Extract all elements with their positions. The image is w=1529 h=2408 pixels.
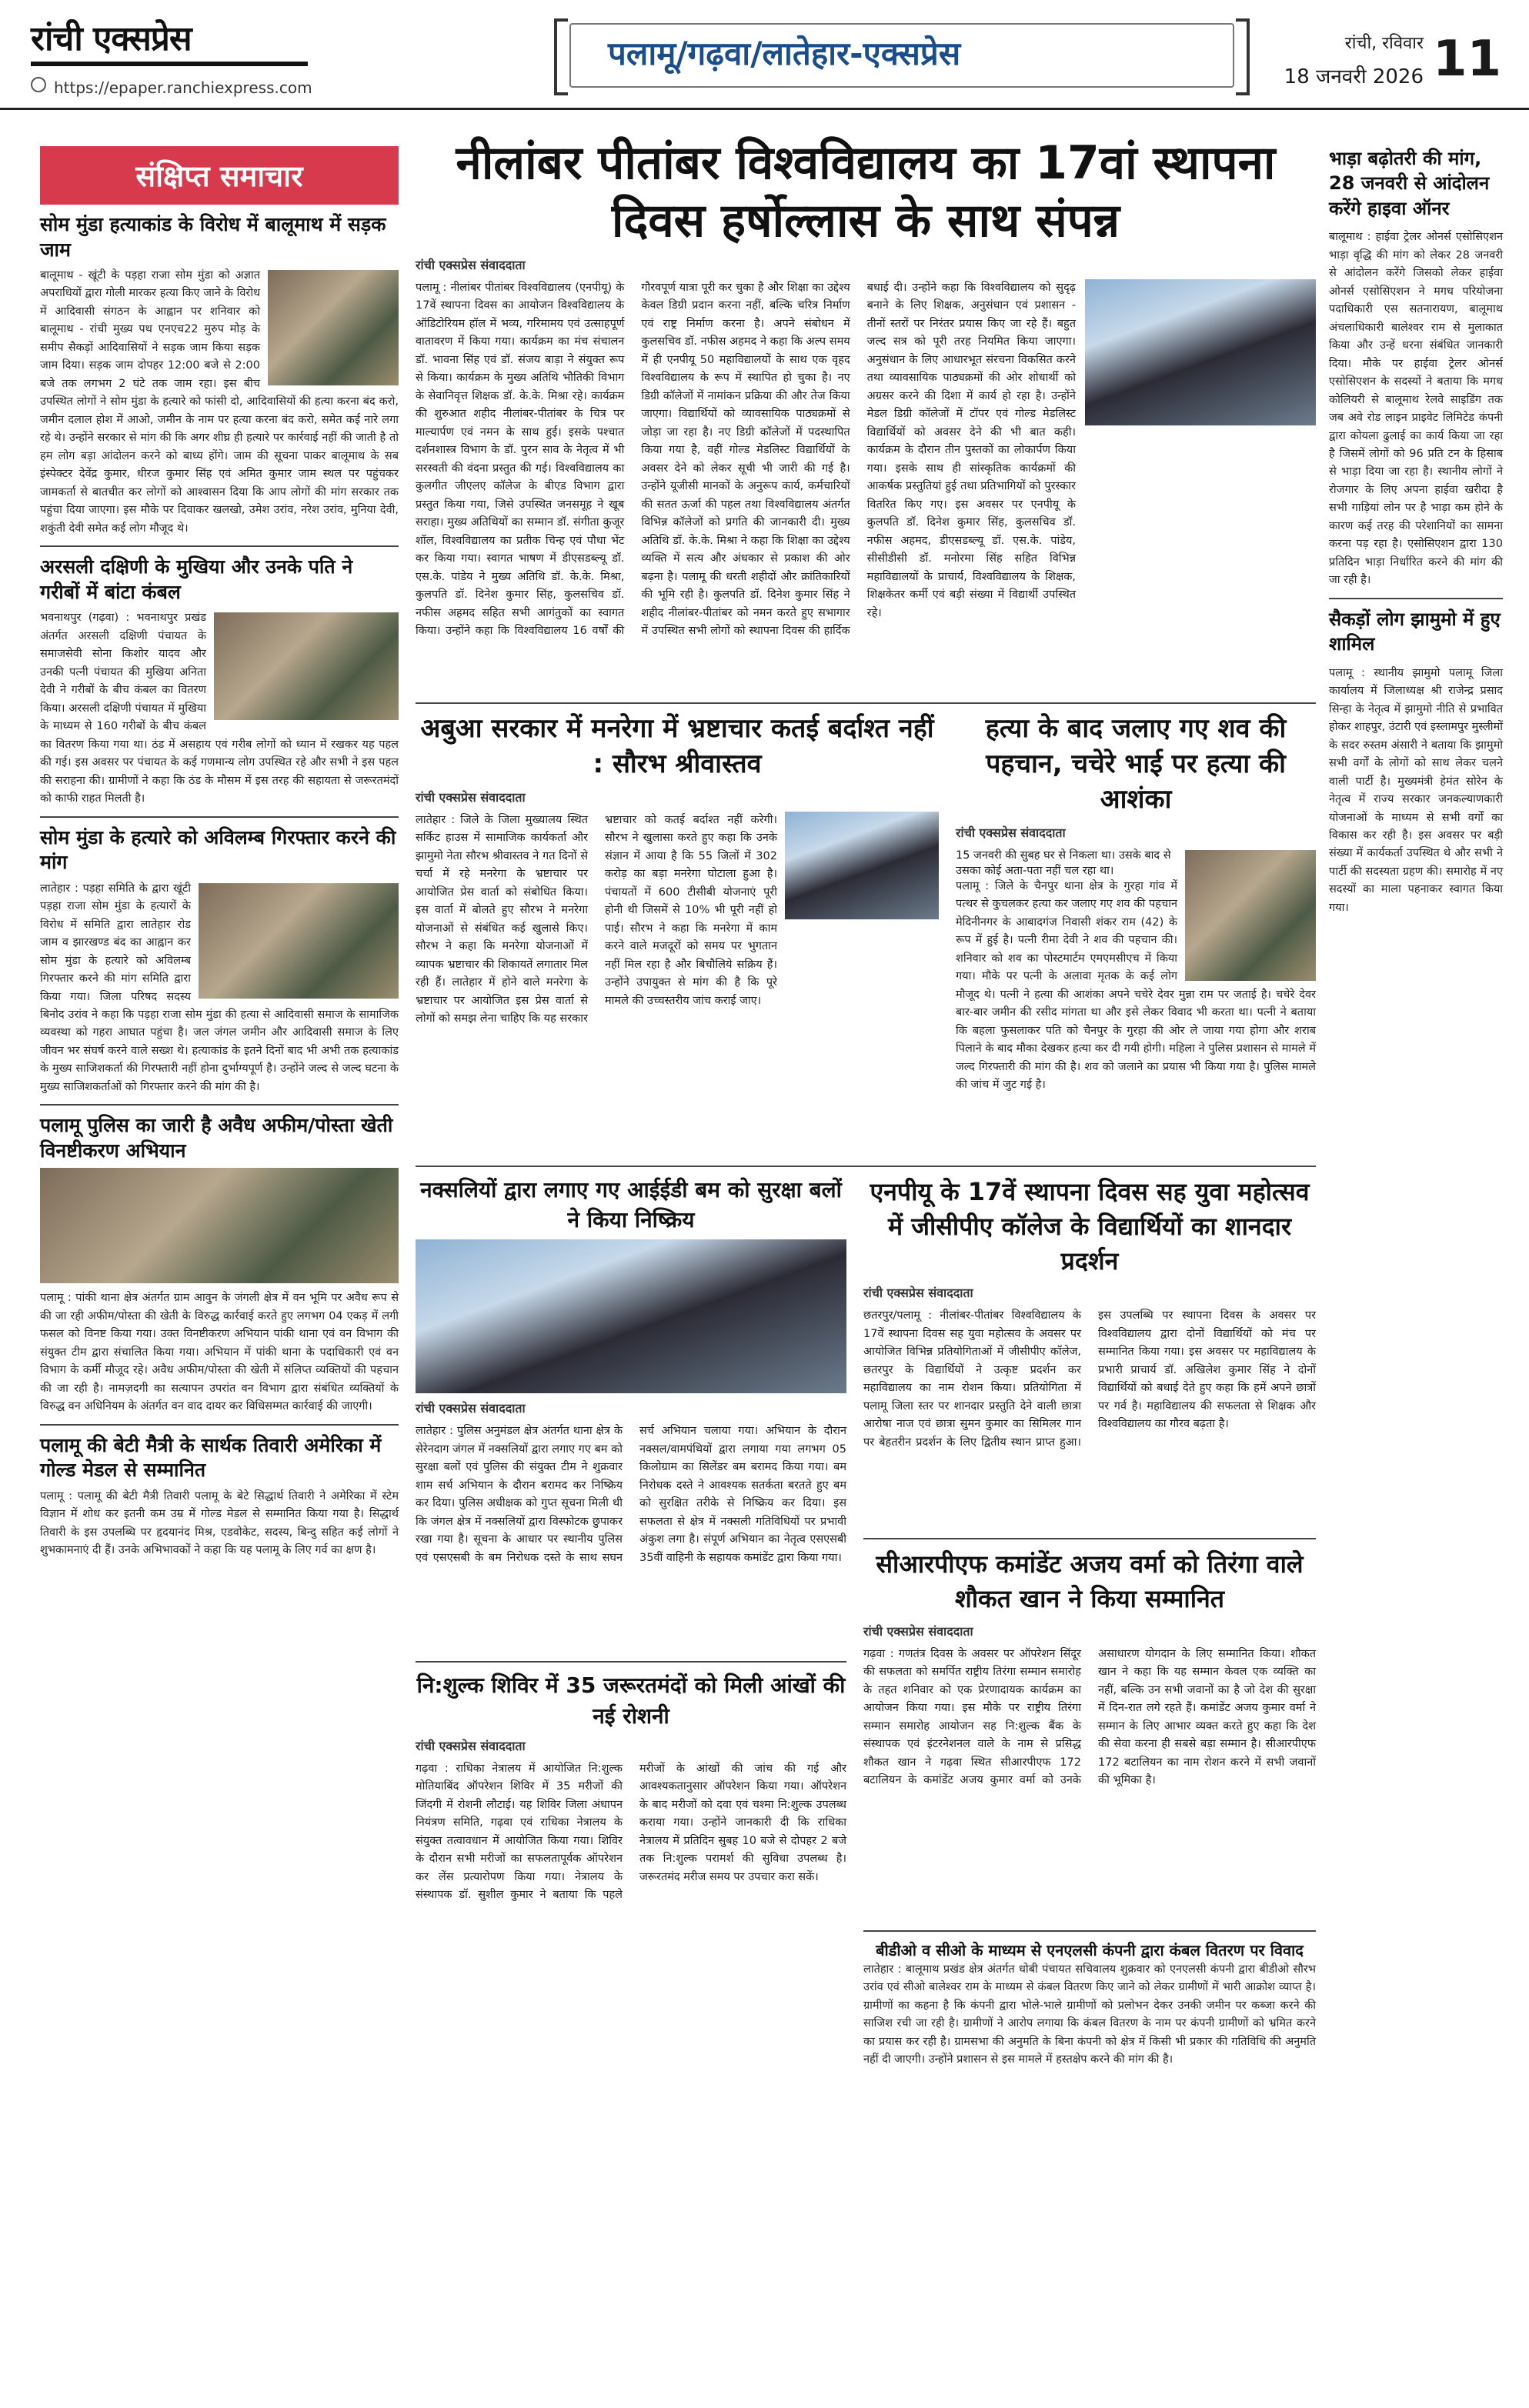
mnrega-byline: रांची एक्सप्रेस संवाददाता: [416, 789, 526, 805]
divider: [1329, 598, 1503, 599]
masthead: [0, 0, 1529, 110]
divider: [40, 1424, 399, 1426]
eye-text: गढ़वा : राधिका नेत्रालय में आयोजित नि:शुल्क मोतियाबिंद ऑपरेशन शिविर में 35 मरीजों की जिंदगी में रोशनी लौटाई। यह शिविर जिला अंधापन नियंत्रण समिति, गढ़वा एवं राधिका नेत्रालय के संयुक्त तत्वावधान में आयोजित किया गया। शिविर के दौरान सभी मरीजों का सफलतापूर्वक ऑपरेशन कर लेंस प्रत्यारोपण किया गया। नेत्रालय के संस्थापक डॉ. सुशील कुमार ने बताया कि पहले मरीजों के आंखों की जांच की गई और आवश्यकतानुसार ऑपरेशन किया गया। ऑपरेशन के बाद मरीजों को दवा एवं चश्मा नि:शुल्क उपलब्ध कराया गया। उन्होंने जानकारी दी कि राधिका नेत्रालय में प्रतिदिन सुबह 10 बजे से दोपहर 2 बजे तक नि:शुल्क परामर्श की सुविधा उपलब्ध है। जरूरतमंद मरीज समय पर उपचार करा सकें।: [416, 1762, 846, 1902]
brief-news-column: [40, 146, 399, 2377]
brief-item-title[interactable]: पलामू की बेटी मैत्री के सार्थक तिवारी अमेरिका में गोल्ड मेडल से सम्मानित: [40, 1433, 382, 1482]
right-news-text-2: पलामू : स्थानीय झामुमो पलामू जिला कार्यालय में जिलाध्यक्ष श्री राजेन्द्र प्रसाद सिन्हा के नेतृत्व में झामुमो नीति से प्रभावित होकर शाहपुर, उंटारी एवं इस्लामपुर मुस्लीमों के सदर रुस्तम अंसारी ने बताया कि झामुमो सभी वर्गों के लोगों को साथ लेकर चलने वाली पार्टी है। मुख्यमंत्री हेमंत सोरेन के नेतृत्व में राज्य सरकार जनकल्याणकारी योजनाओं के माध्यम से सभी वर्गों का विकास कर रही है। इस अवसर पर बड़ी संख्या में कार्यकर्ता उपस्थित थे और सभी ने पार्टी की सदस्यता ग्रहण की। समारोह में नए सदस्यों का माला पहनाकर स्वागत किया गया।: [1329, 666, 1503, 914]
ied-byline: रांची एक्सप्रेस संवाददाता: [416, 1401, 526, 1416]
divider: [40, 1104, 399, 1106]
murder-story: [956, 712, 1316, 1158]
brief-item-text: भवनाथपुर (गढ़वा) : भवनाथपुर प्रखंड अंतर्गत अरसली दक्षिणी पंचायत के समाजसेवी सोना किशोर यादव और उनकी पत्नी पंचायत की मुखिया अनिता देवी ने गरीबों के बीच कंबल का वितरण किया। अरसली दक्षिणी पंचायत में मुखिया के माध्यम से 160 गरीबों के बीच कंबल का वितरण किया गया था। ठंड में असहाय एवं गरीब लोगों को ध्यान में रखकर यह पहल की गई। इस अवसर पर पंचायत के कई गणमान्य लोग उपस्थित रहे और सभी ने इस पहल की सराहना की। ग्रामीणों ने कहा कि ठंड के मौसम में इस तरह की सहायता से जरूरतमंदों को काफी राहत मिलती है।: [40, 612, 399, 805]
bdo-headline[interactable]: बीडीओ व सीओ के माध्यम से एनएलसी कंपनी द्वारा कंबल वितरण पर विवाद: [876, 1940, 1304, 1959]
bdo-text: लातेहार : बालूमाथ प्रखंड क्षेत्र अंतर्गत धोबी पंचायत सचिवालय शुक्रवार को एनएलसी कंपनी द्वारा बीडीओ सौरभ उरांव एवं सीओ बालेश्वर राम के माध्यम से कंबल वितरण किए जाने को लेकर ग्रामीणों में भारी आक्रोश व्याप्त है। ग्रामीणों का कहना है कि कंपनी द्वारा भोले-भाले ग्रामीणों को प्रलोभन देकर उनकी जमीन पर कब्जा करने की साजिश रची जा रही है। ग्रामीणों ने आरोप लगाया कि कंबल वितरण के नाम पर कंपनी ग्रामीणों को भ्रमित करने का प्रयास कर रही है। ग्रामसभा की अनुमति के बिना कंपनी को क्षेत्र में किसी भी प्रकार की गतिविधि की अनुमति नहीं दी जाएगी। उन्होंने प्रशासन से इस मामले में हस्तक्षेप करने की मांग की है।: [863, 1963, 1316, 2066]
right-news-column: [1329, 146, 1503, 2377]
eye-headline[interactable]: नि:शुल्क शिविर में 35 जरूरतमंदों को मिली आंखों की नई रोशनी: [416, 1673, 846, 1729]
ied-photo: [416, 1239, 846, 1393]
ceremony-photo: [1085, 279, 1316, 425]
lead-story: [416, 135, 1316, 695]
right-news-title-2[interactable]: सैकड़ों लोग झामुमो में हुए शामिल: [1329, 608, 1501, 655]
globe-icon: [31, 77, 46, 92]
ied-headline[interactable]: नक्सलियों द्वारा लगाए गए आईईडी बम को सुरक्षा बलों ने किया निष्क्रिय: [420, 1177, 842, 1233]
mnrega-story: [416, 712, 939, 1158]
news-photo: [214, 612, 399, 720]
brief-item: [40, 212, 399, 538]
divider: [863, 1930, 1316, 1932]
brief-news-heading: संक्षिप्त समाचार: [40, 146, 399, 205]
brief-item: [40, 1113, 399, 1416]
crpf-headline[interactable]: सीआरपीएफ कमांडेंट अजय वर्मा को तिरंगा वाले शौकत खान ने किया सम्मानित: [876, 1549, 1304, 1614]
npu-headline[interactable]: एनपीयू के 17वें स्थापना दिवस सह युवा महोत्सव में जीसीपीए कॉलेज के विद्यार्थियों का शानदार प्रदर्शन: [870, 1177, 1310, 1276]
murder-text: पलामू : जिले के चैनपुर थाना क्षेत्र के गुरहा गांव में पत्थर से कुचलकर हत्या कर जलाए गए शव की पहचान मेदिनीनगर के आबादगंज निवासी शंकर राम (42) के रूप में हुई है। पत्नी रीमा देवी ने शव की पहचान की। शनिवार को शव का पोस्टमार्टम एमएमसीएच में किया गया। मौके पर पत्नी के अलावा मृतक के कई लोग मौजूद थे। पत्नी ने हत्या की आशंका अपने चचेरे देवर मुन्ना राम पर जताई है। चचेरे देवर बार-बार जमीन की रसीद मांगता था और इसे लेकर विवाद भी करता था। पत्नी ने बताया कि बहला फुसलाकर पति को चैनपुर के गुरहा की ओर ले जाया गया होगा और शराब पिलाने के बाद मौका देखकर हत्या कर दी गयी होगी। महिला ने पुलिस प्रशासन से मामले में जल्द गिरफ्तारी की मांग की है। शव को जलाने का प्रयास भी किया गया है। पुलिस मामले की जांच में जुट गई है।: [956, 879, 1316, 1091]
crpf-text: गढ़वा : गणतंत्र दिवस के अवसर पर ऑपरेशन सिंदूर की सफलता को समर्पित राष्ट्रीय तिरंगा सम्मान समारोह के तहत शनिवार को एक प्रेरणादायक कार्यक्रम का आयोजन किया गया। इस मौके पर राष्ट्रीय तिरंगा सम्मान समारोह आयोजन सह नि:शुल्क बैंक के संस्थापक एवं इंटरनेशनल वाले के नाम से प्रसिद्ध शौकत खान ने गढ़वा स्थित सीआरपीएफ 172 बटालियन के कमांडेंट अजय कुमार वर्मा को उनके असाधारण योगदान के लिए सम्मानित किया। शौकत खान ने कहा कि यह सम्मान केवल एक व्यक्ति का नहीं, बल्कि उन सभी जवानों का है जो देश की सुरक्षा में दिन-रात लगे रहते हैं। कमांडेंट अजय कुमार वर्मा ने सम्मान के लिए आभार व्यक्त करते हुए कहा कि देश की सेवा करना ही सबसे बड़ा सम्मान है। सीआरपीएफ 172 बटालियन का नाम रोशन करने में सभी जवानों की भूमिका है।: [863, 1647, 1316, 1787]
npu-crpf-column: [863, 1175, 1316, 2066]
divider: [416, 1661, 846, 1663]
dateline-date: 18 जनवरी 2026: [1284, 65, 1424, 88]
npu-text: छतरपुर/पलामू : नीलांबर-पीतांबर विश्वविद्यालय के 17वें स्थापना दिवस सह युवा महोत्सव के अवसर पर आयोजित विभिन्न प्रतियोगिताओं में जीसीपीए कॉलेज, छतरपुर के विद्यार्थियों ने उत्कृष्ट प्रदर्शन कर महाविद्यालय का नाम रोशन किया। प्रतियोगिता में पलामू जिला स्तर पर शानदार प्रस्तुति देने वाली छात्रा आरोषा नाज एवं छात्रा सुमन कुमार का सिमिलर गान पर बेहतरीन प्रदर्शन के लिए द्वितीय स्थान प्राप्त हुआ। इस उपलब्धि पर स्थापना दिवस के अवसर पर विश्वविद्यालय द्वारा दोनों विद्यार्थियों को मंच पर सम्मानित किया गया। इस अवसर पर महाविद्यालय के प्रभारी प्राचार्य डॉ. अखिलेश कुमार सिंह ने दोनों विद्यार्थियों को बधाई देते हुए कहा कि हमें अपने छात्रों पर गर्व है। महाविद्यालय की सफलता से शिक्षक और विश्वविद्यालय का गौरव बढ़ता है।: [863, 1309, 1316, 1449]
brief-item: [40, 825, 399, 1097]
divider: [40, 545, 399, 547]
main-content: [416, 135, 1316, 2066]
third-row: [416, 1175, 1316, 2066]
dateline: [1262, 31, 1424, 89]
dateline-place: रांची, रविवार: [1344, 34, 1424, 53]
right-news-text: बालूमाथ : हाईवा ट्रेलर ओनर्स एसोसिएशन भाड़ा वृद्धि की मांग को लेकर 28 जनवरी से आंदोलन करेंगे जिसको लेकर हाईवा ओनर्स एसोसिएशन ने मगध परियोजना पदाधिकारी एस सतनारायण, बालूमाथ अंचलाधिकारी बालेश्वर राम से मुलाकात किया और उन्हें धरना संबंधित जानकारी दिया। मौके पर हाईवा ट्रेलर ओनर्स एसोसिएशन के सदस्यों ने बताया कि मगध कोलियरी से बालूमाथ रेलवे साइडिंग तक जब अवे रोड लाइन प्राइवेट लिमिटेड कंपनी द्वारा कोयला ढुलाई का कार्य किया जा रहा है जिसमें लोगों को 96 प्रति टन के हिसाब से भाड़ा दिया जा रहा है। स्थानीय लोगों ने रोजगार के लिए अपना हाईवा खरीदा है सभी गाड़ियां लोन पर है भाड़ा कम होने के कारण कई तरह की परेशानियों का सामना करना पड़ रहा है। एसोसिएशन द्वारा 130 प्रतिदिन भाड़ा निर्धारित करने की मांग की जा रही है।: [1329, 231, 1503, 587]
murder-byline: रांची एक्सप्रेस संवाददाता: [956, 825, 1066, 840]
right-news-title[interactable]: भाड़ा बढ़ोतरी की मांग, 28 जनवरी से आंदोलन करेंगे हाइवा ऑनर: [1329, 148, 1490, 219]
section-title: पलामू/गढ़वा/लातेहार-एक्सप्रेस: [608, 35, 961, 72]
brief-item-text: पलामू : पांकी थाना क्षेत्र अंतर्गत ग्राम आवुन के जंगली क्षेत्र में वन भूमि पर अवैध रूप से की जा रही अफीम/पोस्ता की खेती के विरुद्ध कार्रवाई करते हुए लगभग 04 एकड़ में लगी फसल को विनष्ट किया गया। उक्त विनष्टीकरण अभियान पांकी थाना एवं वन विभाग की संयुक्त टीम द्वारा संचालित किया गया। अभियान में पांकी थाना के पदाधिकारी एवं वन विभाग के कर्मी मौजूद रहे। अवैध अफीम/पोस्ता की खेती में संलिप्त व्यक्तियों की पहचान की जा रही है। नामज़दगी का सत्यापन उपरांत वन विभाग द्वारा संबंधित व्यक्तियों के विरुद्ध वन अधिनियम के अंतर्गत वन वाद दायर कर विधिसम्मत कार्रवाई की जाएगी।: [40, 1292, 399, 1413]
second-row: [416, 712, 1316, 1158]
brief-item-text: पलामू : पलामू की बेटी मैत्री तिवारी पलामू के बेटे सिद्धार्थ तिवारी ने अमेरिका में स्टेम विज्ञान में शोध कर इतनी कम उम्र में गोल्ड मेडल से सम्मानित किया गया है। सिद्धार्थ तिवारी के इस उपलब्धि पर हृदयानंद मिश्र, एडवोकेट, सदस्य, बिन्दु सहित कई लोगों ने शुभकामनाएं दी हैं। उनके अभिभावकों ने कहा कि यह पलामू के लिए गर्व का क्षण है।: [40, 1489, 399, 1557]
lead-text: पलामू : नीलांबर पीतांबर विश्वविद्यालय (एनपीयू) के 17वें स्थापना दिवस का आयोजन विश्वविद्यालय के ऑडिटोरियम हॉल में भव्य, गरिमामय एवं उत्साहपूर्ण वातावरण में किया गया। कार्यक्रम का मंच संचालन डॉ. भावना सिंह एवं डॉ. संजय बाड़ा ने संयुक्त रूप से किया। कार्यक्रम के मुख्य अतिथि भौतिकी विभाग के सेवानिवृत्त शिक्षक डॉ. के.के. मिश्रा रहे। कार्यक्रम की शुरुआत शहीद नीलांबर-पीतांबर के चित्र पर माल्यार्पण एवं नमन के साथ हुई। इसके पश्चात दर्शनशास्त्र विभाग के डॉ. पुरन साव के नेतृत्व में भी सरस्वती की वंदना प्रस्तुत की गई। विश्वविद्यालय का कुलगीत जीएलए कॉलेज के बीएड विभाग द्वारा प्रस्तुत किया गया, जिसे उपस्थित जनसमूह ने खूब सराहा। मुख्य अतिथियों का सम्मान डॉ. संगीता कुजूर शॉल, विश्वविद्यालय का प्रतीक चिन्ह एवं पौधा भेंट कर किया गया। स्वागत भाषण में डीएसडब्ल्यू डॉ. एस.के. पांडेय ने मुख्य अतिथि डॉ. के.के. मिश्रा, कुलपति डॉ. दिनेश कुमार सिंह, कुलसचिव डॉ. नफीस अहमद सहित सभी आगंतुकों का स्वागत किया। उन्होंने कहा कि विश्वविद्यालय 16 वर्षों की गौरवपूर्ण यात्रा पूरी कर चुका है और शिक्षा का उद्देश्य केवल डिग्री प्रदान करना नहीं, बल्कि चरित्र निर्माण एवं राष्ट्र निर्माण करना है। अपने संबोधन में कुलसचिव डॉ. नफीस अहमद ने कहा कि अल्प समय में ही एनपीयू 50 महाविद्यालयों के साथ एक वृहद विश्वविद्यालय के रूप में स्थापित हो चुका है। नए डिग्री कॉलेजों में नामांकन प्रक्रिया की और तेज किया जाएगा। विद्यार्थियों को व्यावसायिक पाठ्यक्रमों से जोड़ा जा रहा है। नए डिग्री कॉलेजों में पदस्थापित किया गया है, वहीं गोल्ड मेडलिस्ट विद्यार्थियों के अवसर देने को लेकर सूची भी जारी की गई है। उन्होंने यूजीसी मानकों के अनुरूप कार्य, कर्मचारियों की सतत ऊर्जा की पहल तथा विश्वविद्यालय अंतर्गत विभिन्न कॉलेजों को प्रगति की जानकारी दी। मुख्य अतिथि डॉ. के.के. मिश्रा ने कहा कि शिक्षा का उद्देश्य व्यक्ति में सत्य और अंधकार से प्रकाश की ओर बढ़ना है। पलामू की धरती शहीदों और क्रांतिकारियों की भूमि रही है। कुलपति डॉ. दिनेश कुमार सिंह ने शहीद नीलांबर-पीतांबर को नमन करते हुए सभागार में उपस्थित सभी लोगों को स्थापना दिवस की हार्दिक बधाई दी। उन्होंने कहा कि विश्वविद्यालय को सुदृढ़ बनाने के लिए शिक्षक, अनुसंधान एवं प्रशासन - तीनों स्तरों पर निरंतर प्रयास किए जा रहे हैं। बहुत जल्द सत्र को पूरी तरह नियमित किया जाएगा। अनुसंधान के लिए आधारभूत संरचना विकसित करने तथा व्यावसायिक पाठ्यक्रमों की ओर शोधार्थी को अग्रसर करने की दिशा में कार्य हो रहा है। उन्होंने मेडल डिग्री कॉलेजों में टॉपर एवं गोल्ड मेडलिस्ट विद्यार्थियों को अवसर देने की भी बात कही। कार्यक्रम के दौरान तीन पुस्तकों का लोकार्पण किया गया। इसके साथ ही सांस्कृतिक कार्यक्रमों की आकर्षक प्रस्तुतियां हुई तथा प्रतिभागियों को पुरस्कार वितरित किए गए। इस अवसर पर एनपीयू के कुलपति डॉ. दिनेश कुमार सिंह, कुलसचिव डॉ. नफीस अहमद, डीएसडब्ल्यू डॉ. एस.के. पांडेय, सीसीडीसी डॉ. मनोरमा सिंह सहित विभिन्न महाविद्यालयों के प्राचार्य, विश्वविद्यालय के शिक्षक, शिक्षकेतर कर्मी एवं बड़ी संख्या में विद्यार्थी उपस्थित रहे।: [416, 282, 1076, 638]
brief-item: [40, 555, 399, 808]
brief-item-title[interactable]: सोम मुंडा के हत्यारे को अविलम्ब गिरफ्तार करने की मांग: [40, 825, 396, 874]
brief-item: [40, 1433, 399, 1560]
murder-caption: 15 जनवरी की सुबह घर से निकला था। उसके बाद से उसका कोई अता-पता नहीं चल रहा था।: [956, 849, 1171, 877]
brief-item-title[interactable]: पलामू पुलिस का जारी है अवैध अफीम/पोस्ता खेती विनष्टीकरण अभियान: [40, 1114, 393, 1162]
brief-item-title[interactable]: सोम मुंडा हत्याकांड के विरोध में बालूमाथ में सड़क जाम: [40, 213, 386, 261]
ied-story: [416, 1175, 846, 2061]
npu-byline: रांची एक्सप्रेस संवाददाता: [863, 1286, 973, 1301]
press-photo: [785, 812, 939, 919]
mnrega-text: लातेहार : जिले के जिला मुख्यालय स्थित सर्किट हाउस में सामाजिक कार्यकर्ता और झामुमो नेता सौरभ श्रीवास्तव ने गत दिनों से चर्चा में रहे मनरेगा के भ्रष्टाचार पर आयोजित प्रेस वार्ता को संबोधित किया। इस वार्ता में बोलते हुए सौरभ ने मनरेगा योजनाओं से संबंधित कई खुलासे किए। सौरभ ने कहा कि मनरेगा योजनाओं में व्यापक भ्रष्टाचार की शिकायतें लगातार मिल रही हैं। लातेहार में होने वाले मनरेगा के भ्रष्टाचार पर आयोजित इस प्रेस वार्ता से लोगों को समझ लेना चाहिए कि यह सरकार भ्रष्टाचार को कतई बर्दाश्त नहीं करेगी। सौरभ ने खुलासा करते हुए कहा कि उनके संज्ञान में आया है कि 55 जिलों में 302 करोड़ का बड़ा मनरेगा घोटाला हुआ है। पंचायतों में 600 टीसीबी योजनाएं पूरी होनी थी जिसमें से 10% भी पूरी नहीं हो पाई। सौरभ ने कहा कि मनरेगा में काम करने वाले मजदूरों को समय पर भुगतान नहीं मिल रहा है और बिचौलिये सक्रिय हैं। उन्होंने उपायुक्त से मांग की है कि पूरे मामले की उच्चस्तरीय जांच कराई जाए।: [416, 813, 777, 1026]
mnrega-headline[interactable]: अबुआ सरकार में मनरेगा में भ्रष्टाचार कतई बर्दाश्त नहीं : सौरभ श्रीवास्तव: [420, 713, 934, 779]
page-number: 11: [1433, 31, 1502, 88]
lead-byline: रांची एक्सप्रेस संवाददाता: [416, 258, 526, 272]
murder-headline[interactable]: हत्या के बाद जलाए गए शव की पहचान, चचेरे भाई पर हत्या की आशंका: [985, 713, 1287, 815]
divider: [416, 702, 1316, 704]
news-photo: [40, 1168, 399, 1283]
newspaper-logo[interactable]: रांची एक्सप्रेस: [31, 19, 192, 58]
divider: [40, 816, 399, 818]
lead-headline[interactable]: नीलांबर पीतांबर विश्वविद्यालय का 17वां स्थापना दिवस हर्षोल्लास के साथ संपन्न: [456, 136, 1276, 248]
brief-item-text: लातेहार : पड़हा समिति के द्वारा खूंटी पड़हा राजा सोम मुंडा के हत्यारों के विरोध में समिति द्वारा लातेहार रोड जाम व झारखण्ड बंद का आह्वान कर सोम मुंडा के हत्यारे को अविलम्ब गिरफ्तार करने की मांग समिति द्वारा किया गया। जिला परिषद सदस्य बिनोद उरांव ने कहा कि पड़हा राजा सोम मुंडा की हत्या से आदिवासी समाज के सामाजिक व्यवस्था को गहरा आघात पहुंचा है। जल जंगल जमीन और आदिवासी समाज के लिए जीवन भर संघर्ष करने वाले सख्श थे। हत्याकांड के इतने दिनों बाद भी अभी तक हत्याकांड के मुख्य साजिशकर्ता की गिरफ्तारी नहीं होना दुर्भाग्यपूर्ण है। उन्होंने जल्द से जल्द घटना के मुख्य साजिशकर्ताओं को गिरफ्तार करने की मांग की है।: [40, 882, 399, 1093]
news-photo: [199, 883, 399, 999]
divider: [863, 1538, 1316, 1539]
epaper-url[interactable]: https://epaper.ranchiexpress.com: [54, 78, 312, 97]
brief-item-title[interactable]: अरसली दक्षिणी के मुखिया और उनके पति ने गरीबों में बांटा कंबल: [40, 555, 353, 603]
logo-underline: [31, 62, 308, 66]
crpf-byline: रांची एक्सप्रेस संवाददाता: [863, 1623, 973, 1639]
eye-byline: रांची एक्सप्रेस संवाददाता: [416, 1738, 526, 1753]
victim-photo: [1185, 850, 1316, 981]
bracket-right: [1236, 18, 1250, 95]
ied-text: लातेहार : पुलिस अनुमंडल क्षेत्र अंतर्गत थाना क्षेत्र के सेरेनदाग जंगल में नक्सलियों द्वारा लगाए गए बम को सुरक्षा बलों एवं पुलिस की संयुक्त टीम ने शुक्रवार शाम सर्च अभियान के दौरान बरामद कर निष्क्रिय कर दिया। पुलिस अधीक्षक को गुप्त सूचना मिली थी कि जंगल क्षेत्र में नक्सलियों द्वारा विस्फोटक छुपाकर रखा गया है। सूचना के आधार पर स्थानीय पुलिस एवं एसएसबी के बम निरोधक दस्ते के साथ सघन सर्च अभियान चलाया गया। अभियान के दौरान नक्सल/वामपंथियों द्वारा लगाया गया लगभग 05 किलोग्राम का सिलेंडर बम बरामद किया गया। बम निरोधक दस्ते ने आवश्यक सतर्कता बरतते हुए बम को सुरक्षित तरीके से निष्क्रिय कर दिया। इस सफलता से क्षेत्र में नक्सली गतिविधियों पर प्रभावी अंकुश लगा है। संपूर्ण अभियान का नेतृत्व एसएसबी 35वीं वाहिनी के सहायक कमांडेंट द्वारा किया गया।: [416, 1425, 846, 1564]
brief-item-text: बालूमाथ - खूंटी के पड़हा राजा सोम मुंडा को अज्ञात अपराधियों द्वारा गोली मारकर हत्या किए जाने के विरोध में आदिवासी संगठन के आह्वान पर शनिवार को बालूमाथ - रांची मुख्य पथ एनएच22 मुरुप मोड़ के समीप सैकड़ों आदिवासियों ने सड़क जाम किया सड़क जाम दिया। सड़क जाम दोपहर 12:00 बजे से 2:00 बजे तक लगभग 2 घंटे तक जाम रहा। इस बीच उपस्थित लोगों ने सोम मुंडा के हत्यारे को फांसी दो, आदिवासियों की हत्या करना बंद करो, जमीन दलाल होश में आओ, जमीन के नाम पर हत्या करना बंद करो, समेत कई नारे लगा रहे थे। उन्होंने सरकार से मांग की कि अगर शीघ्र ही हत्यारे पर कार्रवाई नहीं की जाती है तो हम लोग बड़ा आंदोलन करने को बाध्य होंगे। जाम की सूचना पाकर बालूमाथ के सब इंस्पेक्टर देवेंद्र कुमार, धीरज कुमार सिंह एवं अमित कुमार जाम स्थल पर पहुंचकर जामकर्ता से बातचीत कर लोगों को आश्वासन दिया कि आप लोगों की मांग सरकार तक पहुंचा दिया जाएगा। इस मौके पर दिवाकर खलखो, उमेश उरांव, नरेश उरांव, मुनिया देवी, शकुंती देवी समेत कई लोग मौजूद थे।: [40, 269, 399, 535]
news-photo: [268, 270, 399, 385]
bracket-left: [554, 18, 568, 95]
